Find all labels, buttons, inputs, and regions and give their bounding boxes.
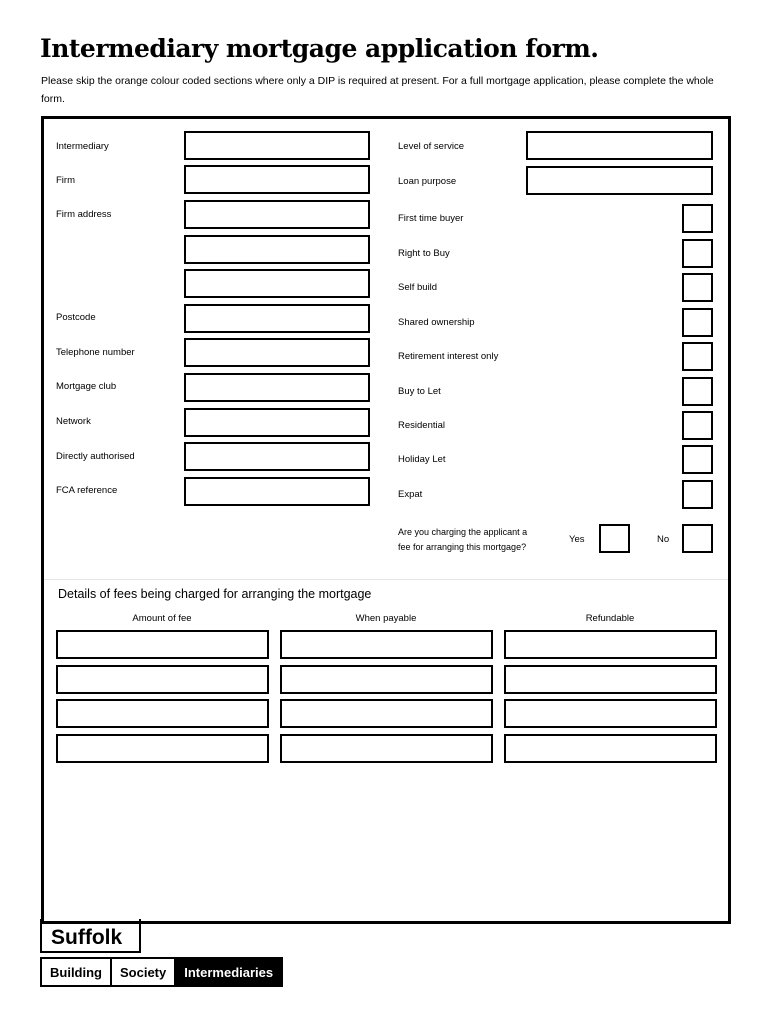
right-to-buy-label: Right to Buy <box>398 248 450 259</box>
holiday-let-label: Holiday Let <box>398 454 446 465</box>
refundable-input-2[interactable] <box>504 665 717 694</box>
postcode-input[interactable] <box>184 304 370 333</box>
fee-yes-checkbox[interactable] <box>599 524 630 553</box>
loan-purpose-input[interactable] <box>526 166 713 195</box>
firm-input[interactable] <box>184 165 370 194</box>
intermediary-input[interactable] <box>184 131 370 160</box>
form-frame <box>41 116 731 924</box>
amount-of-fee-input-2[interactable] <box>56 665 269 694</box>
telephone-input[interactable] <box>184 338 370 367</box>
postcode-label: Postcode <box>56 312 96 323</box>
intro-text: Please skip the orange colour coded sections where only a DIP is required at present. For a full mortgage application, please complete the whole form. <box>41 75 714 105</box>
mortgage-club-input[interactable] <box>184 373 370 402</box>
self-build-checkbox[interactable] <box>682 273 713 302</box>
firm-address-line-1-input[interactable] <box>184 200 370 229</box>
right-to-buy-checkbox[interactable] <box>682 239 713 268</box>
level-of-service-input[interactable] <box>526 131 713 160</box>
when-payable-input-1[interactable] <box>280 630 493 659</box>
shared-ownership-checkbox[interactable] <box>682 308 713 337</box>
fee-no-checkbox[interactable] <box>682 524 713 553</box>
self-build-label: Self build <box>398 282 438 293</box>
telephone-label: Telephone number <box>56 347 135 358</box>
refundable-input-4[interactable] <box>504 734 717 763</box>
section-divider <box>44 579 728 580</box>
firm-address-label: Firm address <box>56 209 112 220</box>
network-input[interactable] <box>184 408 370 437</box>
firm-address-line-2-input[interactable] <box>184 235 370 264</box>
network-label: Network <box>56 416 91 427</box>
residential-label: Residential <box>398 420 445 431</box>
first-time-buyer-label: First time buyer <box>398 213 464 224</box>
logo-wordmark <box>40 957 283 987</box>
firm-address-line-3-input[interactable] <box>184 269 370 298</box>
fee-question-line-2: fee for arranging this mortgage? <box>398 542 527 552</box>
when-payable-input-4[interactable] <box>280 734 493 763</box>
amount-of-fee-input-3[interactable] <box>56 699 269 728</box>
directly-authorised-label: Directly authorised <box>56 451 135 462</box>
mortgage-club-label: Mortgage club <box>56 381 117 392</box>
directly-authorised-input[interactable] <box>184 442 370 471</box>
retirement-interest-only-label: Retirement interest only <box>398 351 499 362</box>
level-of-service-label: Level of service <box>398 141 465 152</box>
shared-ownership-label: Shared ownership <box>398 317 475 328</box>
retirement-interest-only-checkbox[interactable] <box>682 342 713 371</box>
logo-building: Building <box>40 957 112 987</box>
intermediary-label: Intermediary <box>56 141 109 152</box>
amount-of-fee-header: Amount of fee <box>132 613 192 624</box>
firm-label: Firm <box>56 175 75 186</box>
fee-no-label: No <box>657 534 670 545</box>
buy-to-let-checkbox[interactable] <box>682 377 713 406</box>
fee-yes-label: Yes <box>569 534 585 545</box>
when-payable-input-2[interactable] <box>280 665 493 694</box>
loan-purpose-label: Loan purpose <box>398 176 457 187</box>
logo-intermediaries: Intermediaries <box>176 957 283 987</box>
refundable-input-3[interactable] <box>504 699 717 728</box>
expat-label: Expat <box>398 489 423 500</box>
fca-reference-label: FCA reference <box>56 485 118 496</box>
when-payable-input-3[interactable] <box>280 699 493 728</box>
fee-question-line-1: Are you charging the applicant a <box>398 527 528 537</box>
refundable-header: Refundable <box>585 613 635 624</box>
page-title: Intermediary mortgage application form. <box>40 34 599 63</box>
residential-checkbox[interactable] <box>682 411 713 440</box>
amount-of-fee-input-4[interactable] <box>56 734 269 763</box>
expat-checkbox[interactable] <box>682 480 713 509</box>
amount-of-fee-input-1[interactable] <box>56 630 269 659</box>
buy-to-let-label: Buy to Let <box>398 386 441 397</box>
holiday-let-checkbox[interactable] <box>682 445 713 474</box>
refundable-input-1[interactable] <box>504 630 717 659</box>
logo-suffolk: Suffolk <box>40 919 141 953</box>
logo-society: Society <box>112 957 176 987</box>
fees-section-title: Details of fees being charged for arranging the mortgage <box>58 587 372 601</box>
first-time-buyer-checkbox[interactable] <box>682 204 713 233</box>
fca-reference-input[interactable] <box>184 477 370 506</box>
when-payable-header: When payable <box>355 613 417 624</box>
